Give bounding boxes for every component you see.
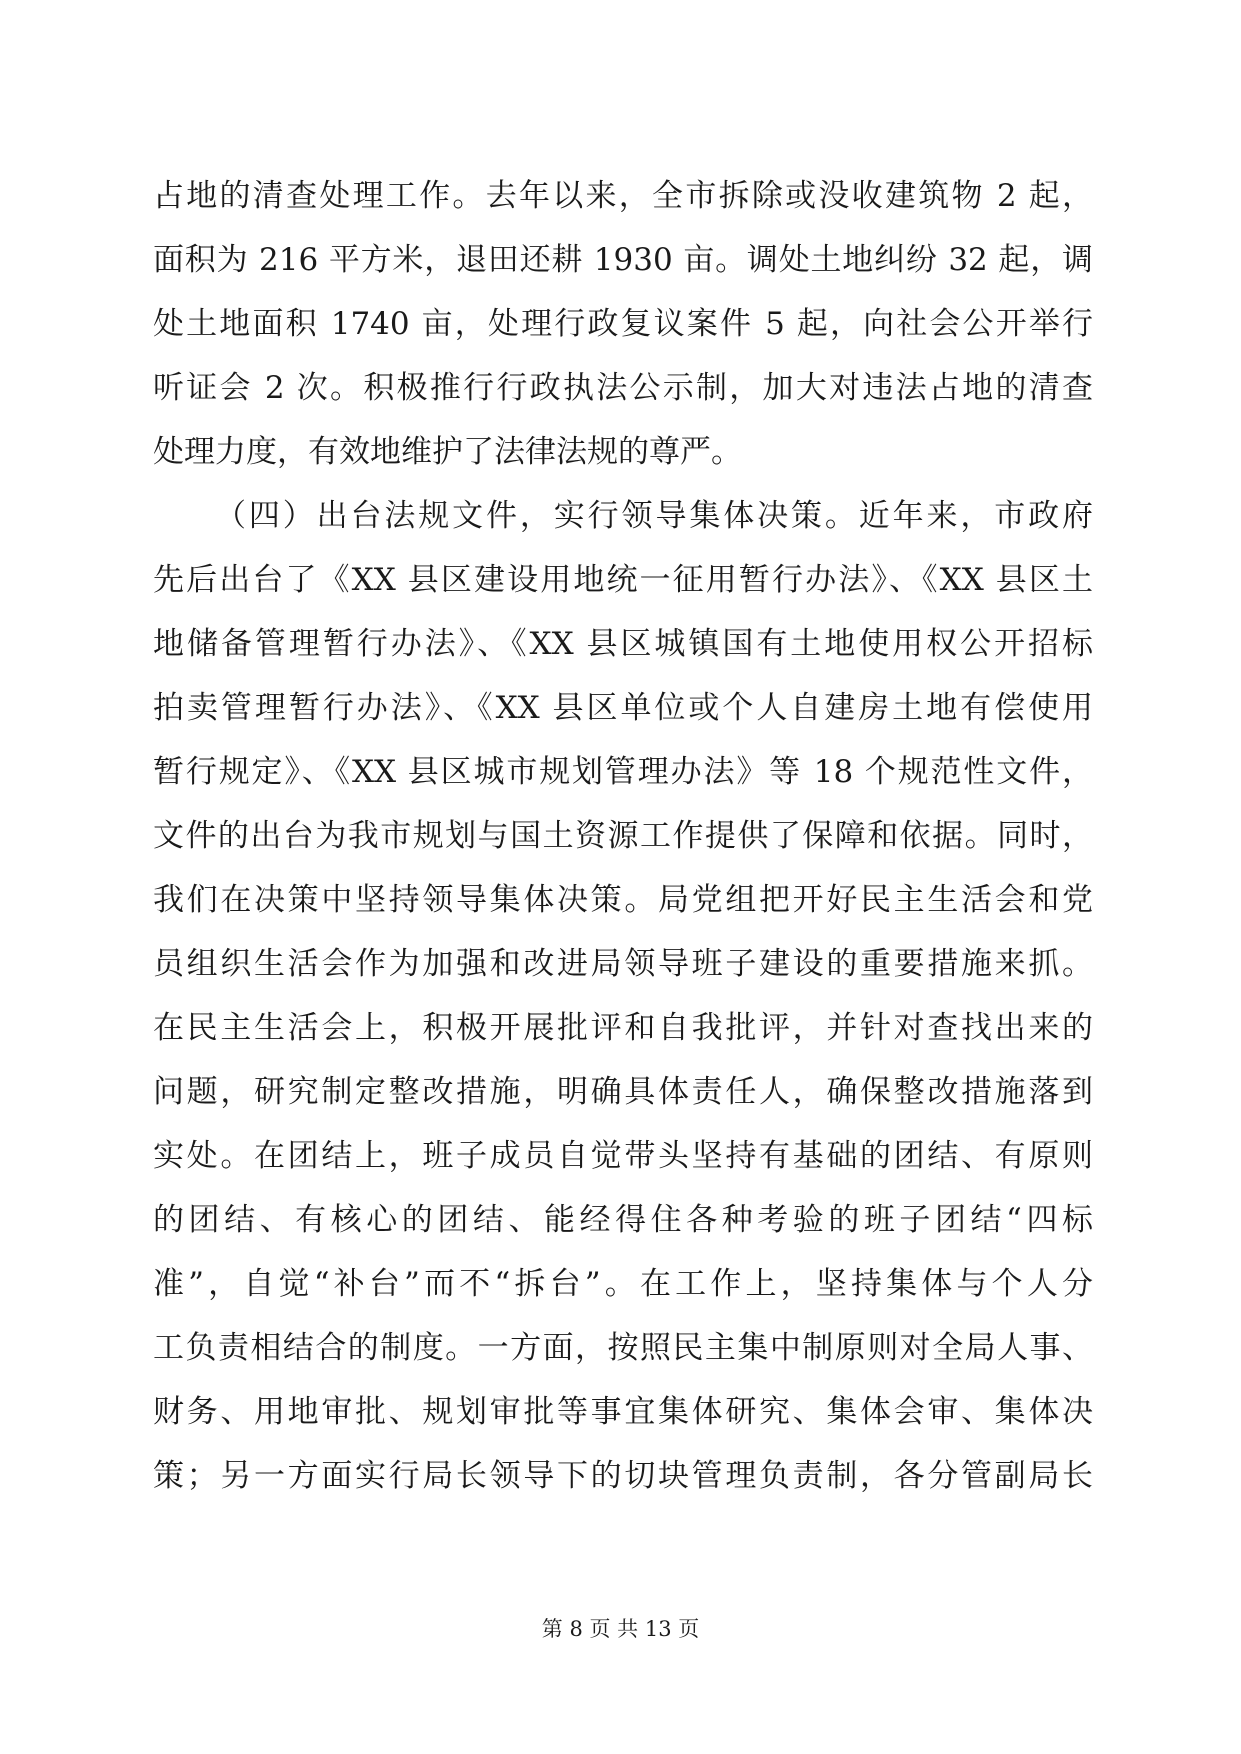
text-line: 处土地面积 1740 亩，处理行政复议案件 5 起，向社会公开举行 (153, 306, 1093, 342)
text-line: 文件的出台为我市规划与国土资源工作提供了保障和依据。同时， (153, 818, 1093, 854)
text-line: 员组织生活会作为加强和改进局领导班子建设的重要措施来抓。 (153, 946, 1093, 982)
text-line: 先后出台了《XX 县区建设用地统一征用暂行办法》、《XX 县区土 (153, 562, 1093, 598)
text-line: 的团结、有核心的团结、能经得住各种考验的班子团结“四标 (153, 1202, 1093, 1238)
text-line: 暂行规定》、《XX 县区城市规划管理办法》等 18 个规范性文件， (153, 754, 1093, 790)
page-number-footer: 第 8 页 共 13 页 (541, 1617, 700, 1641)
text-line: 占地的清查处理工作。去年以来，全市拆除或没收建筑物 2 起， (153, 178, 1093, 214)
text-line: 实处。在团结上，班子成员自觉带头坚持有基础的团结、有原则 (153, 1138, 1093, 1174)
text-line: 我们在决策中坚持领导集体决策。局党组把开好民主生活会和党 (153, 882, 1093, 918)
text-line: 听证会 2 次。积极推行行政执法公示制，加大对违法占地的清查 (153, 370, 1093, 406)
text-line: （四）出台法规文件，实行领导集体决策。近年来，市政府 (215, 498, 1093, 534)
text-line: 面积为 216 平方米，退田还耕 1930 亩。调处土地纠纷 32 起，调 (153, 242, 1093, 278)
text-line: 在民主生活会上，积极开展批评和自我批评，并针对查找出来的 (153, 1010, 1093, 1046)
text-line: 准”，自觉“补台”而不“拆台”。在工作上，坚持集体与个人分 (153, 1266, 1093, 1302)
text-line: 问题，研究制定整改措施，明确具体责任人，确保整改措施落到 (153, 1074, 1093, 1110)
text-line: 策；另一方面实行局长领导下的切块管理负责制，各分管副局长 (153, 1458, 1093, 1494)
text-line: 处理力度，有效地维护了法律法规的尊严。 (153, 434, 742, 470)
text-line: 地储备管理暂行办法》、《XX 县区城镇国有土地使用权公开招标 (153, 626, 1093, 662)
text-line: 财务、用地审批、规划审批等事宜集体研究、集体会审、集体决 (153, 1394, 1093, 1430)
text-line: 工负责相结合的制度。一方面，按照民主集中制原则对全局人事、 (153, 1330, 1093, 1366)
text-line: 拍卖管理暂行办法》、《XX 县区单位或个人自建房土地有偿使用 (153, 690, 1093, 726)
body-text (153, 164, 1093, 1508)
